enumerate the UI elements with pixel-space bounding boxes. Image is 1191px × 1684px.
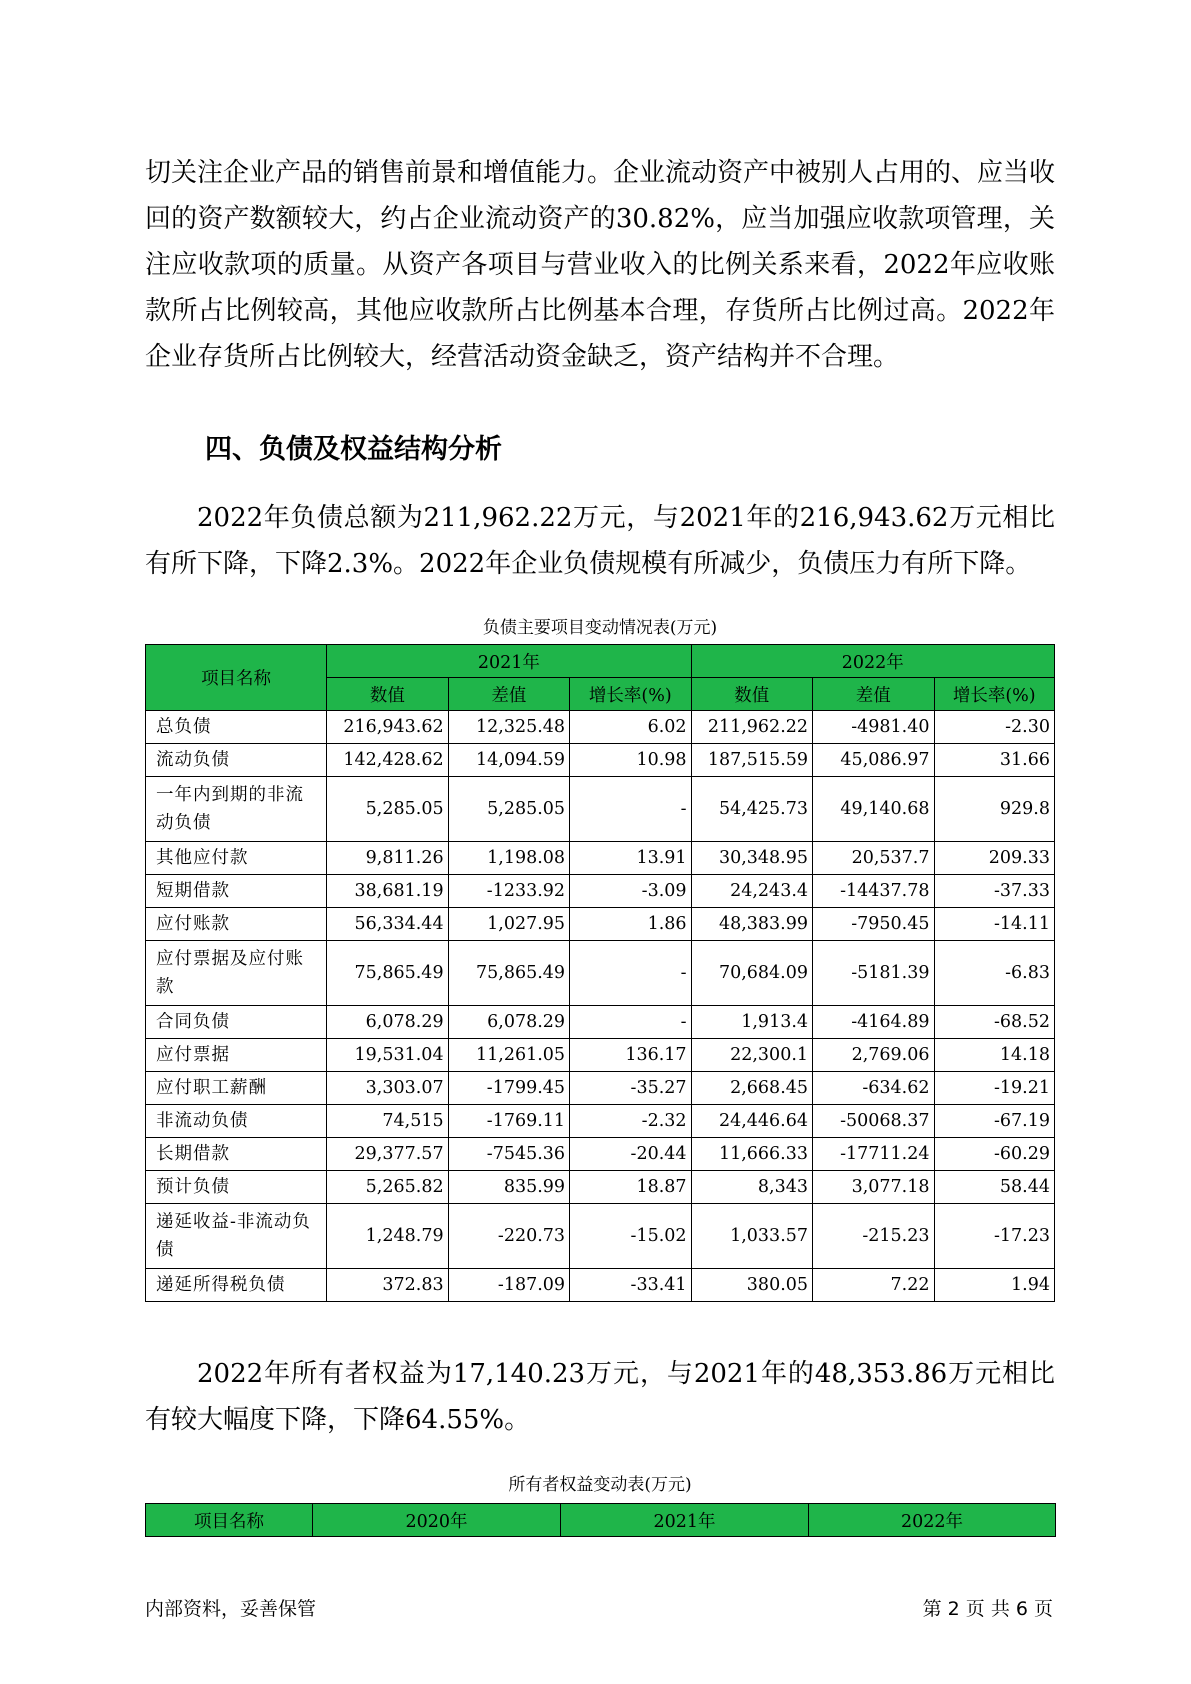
equity-table: [145, 1503, 1056, 1537]
cell-diff-2022: -634.62: [813, 1072, 934, 1105]
subheader-value: 数值: [691, 678, 812, 711]
table-row: [146, 1171, 1055, 1204]
cell-diff-2022: -4981.40: [813, 711, 934, 744]
section-heading: 四、负债及权益结构分析: [205, 434, 502, 465]
cell-growth-2021: -: [570, 777, 692, 842]
table-row: [146, 744, 1055, 777]
table-row: [146, 1138, 1055, 1171]
cell-value-2021: 3,303.07: [327, 1072, 448, 1105]
cell-value-2021: 1,248.79: [327, 1204, 448, 1269]
cell-growth-2021: -2.32: [570, 1105, 692, 1138]
cell-value-2022: 187,515.59: [691, 744, 812, 777]
cell-value-2021: 372.83: [327, 1269, 448, 1302]
cell-growth-2022: 209.33: [934, 842, 1055, 875]
row-label: 其他应付款: [146, 842, 327, 875]
subheader-diff: 差值: [448, 678, 569, 711]
cell-value-2022: 1,913.4: [691, 1006, 812, 1039]
cell-value-2022: 11,666.33: [691, 1138, 812, 1171]
cell-growth-2021: 10.98: [570, 744, 692, 777]
table-row: [146, 711, 1055, 744]
cell-growth-2021: -20.44: [570, 1138, 692, 1171]
cell-diff-2021: 5,285.05: [448, 777, 569, 842]
cell-value-2022: 54,425.73: [691, 777, 812, 842]
cell-diff-2021: 12,325.48: [448, 711, 569, 744]
cell-diff-2022: 2,769.06: [813, 1039, 934, 1072]
column-header-year-2021: 2021年: [327, 645, 691, 678]
cell-growth-2022: -60.29: [934, 1138, 1055, 1171]
table-row: [146, 777, 1055, 842]
table-row: [146, 842, 1055, 875]
liability-summary-paragraph: 2022年负债总额为211,962.22万元，与2021年的216,943.62万元相比有所下降，下降2.3%。2022年企业负债规模有所减少，负债压力有所下降。: [145, 503, 1055, 579]
table-row: [146, 1072, 1055, 1105]
column-header-year-2020: 2020年: [313, 1504, 561, 1537]
equity-summary-paragraph: 2022年所有者权益为17,140.23万元，与2021年的48,353.86万元相比有较大幅度下降，下降64.55%。: [145, 1359, 1055, 1435]
cell-diff-2022: 20,537.7: [813, 842, 934, 875]
cell-diff-2021: -220.73: [448, 1204, 569, 1269]
cell-value-2022: 2,668.45: [691, 1072, 812, 1105]
cell-value-2021: 19,531.04: [327, 1039, 448, 1072]
row-label: 递延所得税负债: [146, 1269, 327, 1302]
cell-growth-2022: -67.19: [934, 1105, 1055, 1138]
table-row: [146, 1006, 1055, 1039]
row-label: 总负债: [146, 711, 327, 744]
cell-value-2021: 38,681.19: [327, 875, 448, 908]
cell-value-2022: 380.05: [691, 1269, 812, 1302]
row-label: 短期借款: [146, 875, 327, 908]
cell-value-2021: 75,865.49: [327, 941, 448, 1006]
row-label: 应付票据及应付账款: [146, 941, 327, 1006]
cell-growth-2021: 18.87: [570, 1171, 692, 1204]
cell-growth-2021: -3.09: [570, 875, 692, 908]
cell-diff-2022: -4164.89: [813, 1006, 934, 1039]
cell-growth-2022: 14.18: [934, 1039, 1055, 1072]
cell-value-2022: 30,348.95: [691, 842, 812, 875]
cell-value-2022: 211,962.22: [691, 711, 812, 744]
cell-value-2021: 5,265.82: [327, 1171, 448, 1204]
row-label: 递延收益-非流动负债: [146, 1204, 327, 1269]
table-header-row: [146, 1504, 1056, 1537]
cell-growth-2022: -14.11: [934, 908, 1055, 941]
cell-value-2022: 24,243.4: [691, 875, 812, 908]
table-row: [146, 1039, 1055, 1072]
cell-growth-2022: -68.52: [934, 1006, 1055, 1039]
cell-growth-2021: -35.27: [570, 1072, 692, 1105]
row-label: 应付账款: [146, 908, 327, 941]
cell-value-2021: 216,943.62: [327, 711, 448, 744]
cell-diff-2022: -17711.24: [813, 1138, 934, 1171]
row-label: 长期借款: [146, 1138, 327, 1171]
cell-growth-2022: -19.21: [934, 1072, 1055, 1105]
cell-growth-2022: -37.33: [934, 875, 1055, 908]
cell-growth-2021: -: [570, 941, 692, 1006]
cell-growth-2021: -33.41: [570, 1269, 692, 1302]
cell-diff-2021: 11,261.05: [448, 1039, 569, 1072]
cell-growth-2022: 31.66: [934, 744, 1055, 777]
cell-diff-2022: 7.22: [813, 1269, 934, 1302]
table-caption: 所有者权益变动表(万元): [508, 1475, 692, 1495]
table-caption: 负债主要项目变动情况表(万元): [482, 618, 718, 638]
cell-value-2021: 74,515: [327, 1105, 448, 1138]
table-row: [146, 1204, 1055, 1269]
liability-table: [145, 644, 1055, 1302]
cell-value-2021: 9,811.26: [327, 842, 448, 875]
cell-diff-2021: 835.99: [448, 1171, 569, 1204]
cell-value-2021: 5,285.05: [327, 777, 448, 842]
cell-growth-2021: 13.91: [570, 842, 692, 875]
cell-diff-2021: 14,094.59: [448, 744, 569, 777]
cell-diff-2021: 1,198.08: [448, 842, 569, 875]
cell-value-2022: 24,446.64: [691, 1105, 812, 1138]
footer-confidential-note: 内部资料，妥善保管: [145, 1598, 317, 1620]
cell-growth-2021: 6.02: [570, 711, 692, 744]
cell-diff-2021: -187.09: [448, 1269, 569, 1302]
cell-growth-2022: -2.30: [934, 711, 1055, 744]
cell-diff-2021: -1233.92: [448, 875, 569, 908]
cell-diff-2021: 75,865.49: [448, 941, 569, 1006]
cell-growth-2022: -17.23: [934, 1204, 1055, 1269]
cell-diff-2022: 45,086.97: [813, 744, 934, 777]
table-row: [146, 875, 1055, 908]
cell-diff-2022: 3,077.18: [813, 1171, 934, 1204]
row-label: 应付职工薪酬: [146, 1072, 327, 1105]
subheader-growth: 增长率(%): [570, 678, 692, 711]
row-label: 一年内到期的非流动负债: [146, 777, 327, 842]
cell-diff-2021: -1799.45: [448, 1072, 569, 1105]
cell-growth-2022: 58.44: [934, 1171, 1055, 1204]
cell-value-2022: 22,300.1: [691, 1039, 812, 1072]
body-paragraph: 切关注企业产品的销售前景和增值能力。企业流动资产中被别人占用的、应当收回的资产数额较大，约占企业流动资产的30.82%，应当加强应收款项管理，关注应收款项的质量。从资产各项目与营业收入的比例关系来看，2022年应收账款所占比例较高，其他应收款所占比例基本合理，存货所占比例过高。2022年企业存货所占比例较大，经营活动资金缺乏，资产结构并不合理。: [145, 158, 1056, 372]
column-header-name: 项目名称: [146, 645, 327, 711]
subheader-value: 数值: [327, 678, 448, 711]
column-header-name: 项目名称: [146, 1504, 313, 1537]
cell-diff-2021: -7545.36: [448, 1138, 569, 1171]
cell-value-2021: 29,377.57: [327, 1138, 448, 1171]
cell-diff-2022: 49,140.68: [813, 777, 934, 842]
cell-diff-2021: 1,027.95: [448, 908, 569, 941]
cell-value-2021: 142,428.62: [327, 744, 448, 777]
cell-growth-2021: 1.86: [570, 908, 692, 941]
cell-diff-2022: -5181.39: [813, 941, 934, 1006]
cell-growth-2022: 1.94: [934, 1269, 1055, 1302]
cell-value-2022: 1,033.57: [691, 1204, 812, 1269]
row-label: 流动负债: [146, 744, 327, 777]
row-label: 应付票据: [146, 1039, 327, 1072]
cell-diff-2021: -1769.11: [448, 1105, 569, 1138]
cell-growth-2021: -15.02: [570, 1204, 692, 1269]
row-label: 合同负债: [146, 1006, 327, 1039]
cell-diff-2022: -7950.45: [813, 908, 934, 941]
cell-diff-2022: -14437.78: [813, 875, 934, 908]
cell-growth-2022: -6.83: [934, 941, 1055, 1006]
cell-value-2022: 70,684.09: [691, 941, 812, 1006]
column-header-year-2021: 2021年: [561, 1504, 809, 1537]
subheader-diff: 差值: [813, 678, 934, 711]
cell-value-2022: 8,343: [691, 1171, 812, 1204]
cell-growth-2021: -: [570, 1006, 692, 1039]
cell-value-2021: 56,334.44: [327, 908, 448, 941]
column-header-year-2022: 2022年: [691, 645, 1054, 678]
table-row: [146, 908, 1055, 941]
column-header-year-2022: 2022年: [809, 1504, 1056, 1537]
cell-value-2021: 6,078.29: [327, 1006, 448, 1039]
cell-diff-2022: -215.23: [813, 1204, 934, 1269]
footer-page-number: 第 2 页 共 6 页: [922, 1598, 1053, 1620]
row-label: 预计负债: [146, 1171, 327, 1204]
cell-growth-2021: 136.17: [570, 1039, 692, 1072]
cell-value-2022: 48,383.99: [691, 908, 812, 941]
row-label: 非流动负债: [146, 1105, 327, 1138]
table-row: [146, 941, 1055, 1006]
table-row: [146, 1269, 1055, 1302]
cell-diff-2022: -50068.37: [813, 1105, 934, 1138]
cell-diff-2021: 6,078.29: [448, 1006, 569, 1039]
subheader-growth: 增长率(%): [934, 678, 1055, 711]
cell-growth-2022: 929.8: [934, 777, 1055, 842]
table-row: [146, 1105, 1055, 1138]
table-header-row: [146, 645, 1055, 678]
